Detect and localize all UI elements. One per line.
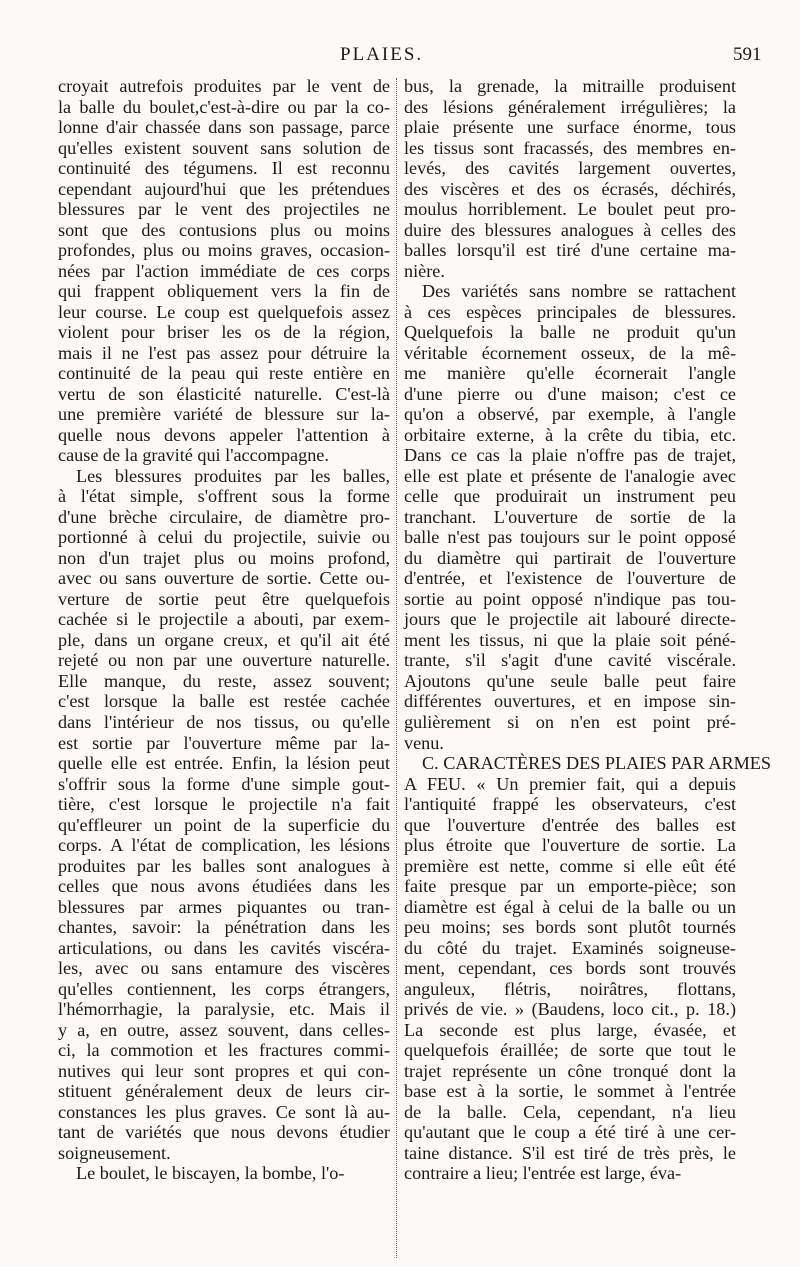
- text-line: y a, en outre, assez souvent, dans celles-: [58, 1019, 390, 1040]
- text-line: base est à la sortie, le sommet à l'entrée: [404, 1081, 736, 1102]
- text-line: chantes, savoir: la pénétration dans les: [58, 917, 390, 938]
- text-line: continuité de la peau qui reste entière en: [58, 363, 390, 384]
- text-line: des lésions généralement irrégulières; la: [404, 96, 736, 117]
- text-line: croyait autrefois produites par le vent de: [58, 76, 390, 96]
- text-line: l'hémorrhagie, la paralysie, etc. Mais il: [58, 999, 390, 1020]
- text-line: différentes ouvertures, et en impose sin-: [404, 691, 736, 712]
- text-line: corps. A l'état de complication, les lésions: [58, 835, 390, 856]
- text-line: quelle nous devons appeler l'attention à: [58, 424, 390, 445]
- text-line: taine distance. S'il est tiré de très près, le: [404, 1142, 736, 1163]
- text-line: du diamètre qui partirait de l'ouverture: [404, 547, 736, 568]
- text-line: cachée si le projectile a abouti, par exem-: [58, 609, 390, 630]
- text-line: ci, la commotion et les fractures commi-: [58, 1040, 390, 1061]
- text-line: Dans ce cas la plaie n'offre pas de trajet,: [404, 445, 736, 466]
- text-line: nutives qui leur sont propres et qui con-: [58, 1060, 390, 1081]
- text-line: produites par les balles sont analogues à: [58, 855, 390, 876]
- text-line: celles que nous avons étudiées dans les: [58, 876, 390, 897]
- text-line: peu moins; ses bords sont plutôt tournés: [404, 917, 736, 938]
- text-line: C. CARACTÈRES DES PLAIES PAR ARMES: [422, 753, 772, 774]
- column-divider: [396, 78, 397, 1258]
- text-line: de la balle. Cela, cependant, n'a lieu: [404, 1101, 736, 1122]
- text-line: profondes, plus ou moins graves, occasion-: [58, 240, 390, 261]
- text-line: sont que des contusions plus ou moins: [58, 219, 390, 240]
- text-line: dans l'intérieur de nos tissus, ou qu'elle: [58, 711, 390, 732]
- text-line: duire des blessures analogues à celles des: [404, 219, 736, 240]
- text-line: cause de la gravité qui l'accompagne.: [58, 445, 329, 466]
- text-line: que l'ouverture d'entrée des balles est: [404, 814, 736, 835]
- text-line: nées par l'action immédiate de ces corps: [58, 260, 390, 281]
- text-line: moulus horriblement. Le boulet peut pro-: [404, 199, 736, 220]
- text-line: Les blessures produites par les balles,: [76, 465, 390, 486]
- text-line: verture de sortie peut être quelquefois: [58, 588, 390, 609]
- text-line: d'une pierre ou d'une maison; c'est ce: [404, 383, 736, 404]
- text-line: quelle elle est entrée. Enfin, la lésion peut: [58, 753, 390, 774]
- text-line: mais il ne l'est pas assez pour détruire la: [58, 342, 390, 363]
- text-line: articulations, ou dans les cavités viscéra-: [58, 937, 390, 958]
- text-line: bus, la grenade, la mitraille produisent: [404, 76, 736, 96]
- text-line: avec ou sans ouverture de sortie. Cette ou-: [58, 568, 390, 589]
- text-line: cependant aujourd'hui que les prétendues: [58, 178, 390, 199]
- text-line: elle est plate et présente de l'analogie avec: [404, 465, 736, 486]
- text-line: non d'un trajet plus ou moins profond,: [58, 547, 390, 568]
- text-line: qu'effleurer un point de la superficie du: [58, 814, 390, 835]
- text-line: qui frappent obliquement vers la fin de: [58, 281, 390, 302]
- text-line: qu'on a observé, par exemple, à l'angle: [404, 404, 736, 425]
- text-line: trante, s'il s'agit d'une cavité viscérale.: [404, 650, 736, 671]
- text-line: constances les plus graves. Ce sont là au-: [58, 1101, 390, 1122]
- text-line: portionné à celui du projectile, suivie ou: [58, 527, 390, 548]
- text-line: à ces espèces principales de blessures.: [404, 301, 736, 322]
- text-line: ment, cependant, ces bords sont trouvés: [404, 958, 736, 979]
- text-line: plus étroite que l'ouverture de sortie. La: [404, 835, 736, 856]
- running-title: PLAIES.: [340, 44, 424, 65]
- text-line: qu'elles contiennent, les corps étrangers,: [58, 978, 390, 999]
- text-line: stituent généralement deux de leurs cir-: [58, 1081, 390, 1102]
- text-line: lonne d'air chassée dans son passage, parce: [58, 117, 390, 138]
- text-line: du côté du trajet. Examinés soigneuse-: [404, 937, 736, 958]
- text-line: première est nette, comme si elle eût été: [404, 855, 736, 876]
- text-line: soigneusement.: [58, 1142, 171, 1163]
- text-line: vertu de son élasticité naturelle. C'est-là: [58, 383, 390, 404]
- text-line: blessures par armes piquantes ou tran-: [58, 896, 390, 917]
- text-line: nière.: [404, 260, 445, 281]
- text-line: levés, des cavités largement ouvertes,: [404, 158, 736, 179]
- text-line: plaie présente une surface énorme, tous: [404, 117, 736, 138]
- text-line: la balle du boulet,c'est-à-dire ou par la co-: [58, 96, 390, 117]
- text-line: qu'elles existent souvent sans solution de: [58, 137, 390, 158]
- text-line: une première variété de blessure sur la-: [58, 404, 390, 425]
- text-line: sortie au point opposé n'indique pas tou-: [404, 588, 736, 609]
- text-line: d'entrée, et l'existence de l'ouverture de: [404, 568, 736, 589]
- left-text-column: [58, 76, 390, 1184]
- text-line: Quelquefois la balle ne produit qu'un: [404, 322, 736, 343]
- text-line: c'est lorsque la balle est restée cachée: [58, 691, 390, 712]
- text-line: jours que le projectile ait labouré directe-: [404, 609, 736, 630]
- text-line: A FEU. « Un premier fait, qui a depuis: [404, 773, 736, 794]
- text-line: quelquefois éraillée; de sorte que tout le: [404, 1040, 736, 1061]
- text-line: orbitaire externe, à la crête du tibia, etc.: [404, 424, 736, 445]
- text-line: balles lorsqu'il est tiré d'une certaine ma-: [404, 240, 736, 261]
- page-header: [0, 44, 800, 74]
- text-line: des viscères et des os écrasés, déchirés,: [404, 178, 736, 199]
- text-line: l'antiquité frappé les observateurs, c'est: [404, 794, 736, 815]
- text-line: balle n'est pas toujours sur le point opposé: [404, 527, 736, 548]
- text-line: celle que produirait un instrument peu: [404, 486, 736, 507]
- text-line: tière, c'est lorsque le projectile n'a fait: [58, 794, 390, 815]
- text-line: gulièrement si on n'en est point pré-: [404, 711, 736, 732]
- text-line: faite presque par un emporte-pièce; son: [404, 876, 736, 897]
- text-line: les, avec ou sans entamure des viscères: [58, 958, 390, 979]
- text-line: trajet représente un cône tronqué dont la: [404, 1060, 736, 1081]
- text-line: diamètre est égal à celui de la balle ou un: [404, 896, 736, 917]
- text-line: venu.: [404, 732, 444, 753]
- text-line: me manière qu'elle écornerait l'angle: [404, 363, 736, 384]
- text-line: continuité des tégumens. Il est reconnu: [58, 158, 390, 179]
- text-line: rejeté ou non par une ouverture naturelle.: [58, 650, 390, 671]
- text-line: véritable écornement osseux, de la mê-: [404, 342, 736, 363]
- text-line: blessures par le vent des projectiles ne: [58, 199, 390, 220]
- text-line: tranchant. L'ouverture de sortie de la: [404, 506, 736, 527]
- right-text-column: [404, 76, 772, 1184]
- text-line: privés de vie. » (Baudens, loco cit., p. 18.): [404, 999, 736, 1020]
- text-line: ment les tissus, ni que la plaie soit péné-: [404, 629, 736, 650]
- text-line: Le boulet, le biscayen, la bombe, l'o-: [76, 1163, 345, 1184]
- text-line: est sortie par l'ouverture même par la-: [58, 732, 390, 753]
- text-line: La seconde est plus large, évasée, et: [404, 1019, 736, 1040]
- text-line: ple, dans un organe creux, et qu'il ait été: [58, 629, 390, 650]
- text-line: qu'autant que le coup a été tiré à une cer-: [404, 1122, 736, 1143]
- text-line: Des variétés sans nombre se rattachent: [422, 281, 736, 302]
- text-line: leur course. Le coup est quelquefois assez: [58, 301, 390, 322]
- text-line: tant de variétés que nous devons étudier: [58, 1122, 390, 1143]
- text-line: Ajoutons qu'une seule balle peut faire: [404, 670, 736, 691]
- text-line: les tissus sont fracassés, des membres en-: [404, 137, 736, 158]
- text-line: contraire a lieu; l'entrée est large, éva-: [404, 1163, 682, 1184]
- text-line: anguleux, flétris, noirâtres, flottans,: [404, 978, 736, 999]
- text-line: à l'état simple, s'offrent sous la forme: [58, 486, 390, 507]
- text-line: s'offrir sous la forme d'une simple gout-: [58, 773, 390, 794]
- text-line: d'une brèche circulaire, de diamètre pro-: [58, 506, 390, 527]
- text-line: violent pour briser les os de la région,: [58, 322, 390, 343]
- page-number: 591: [733, 44, 762, 65]
- text-line: Elle manque, du reste, assez souvent;: [58, 670, 390, 691]
